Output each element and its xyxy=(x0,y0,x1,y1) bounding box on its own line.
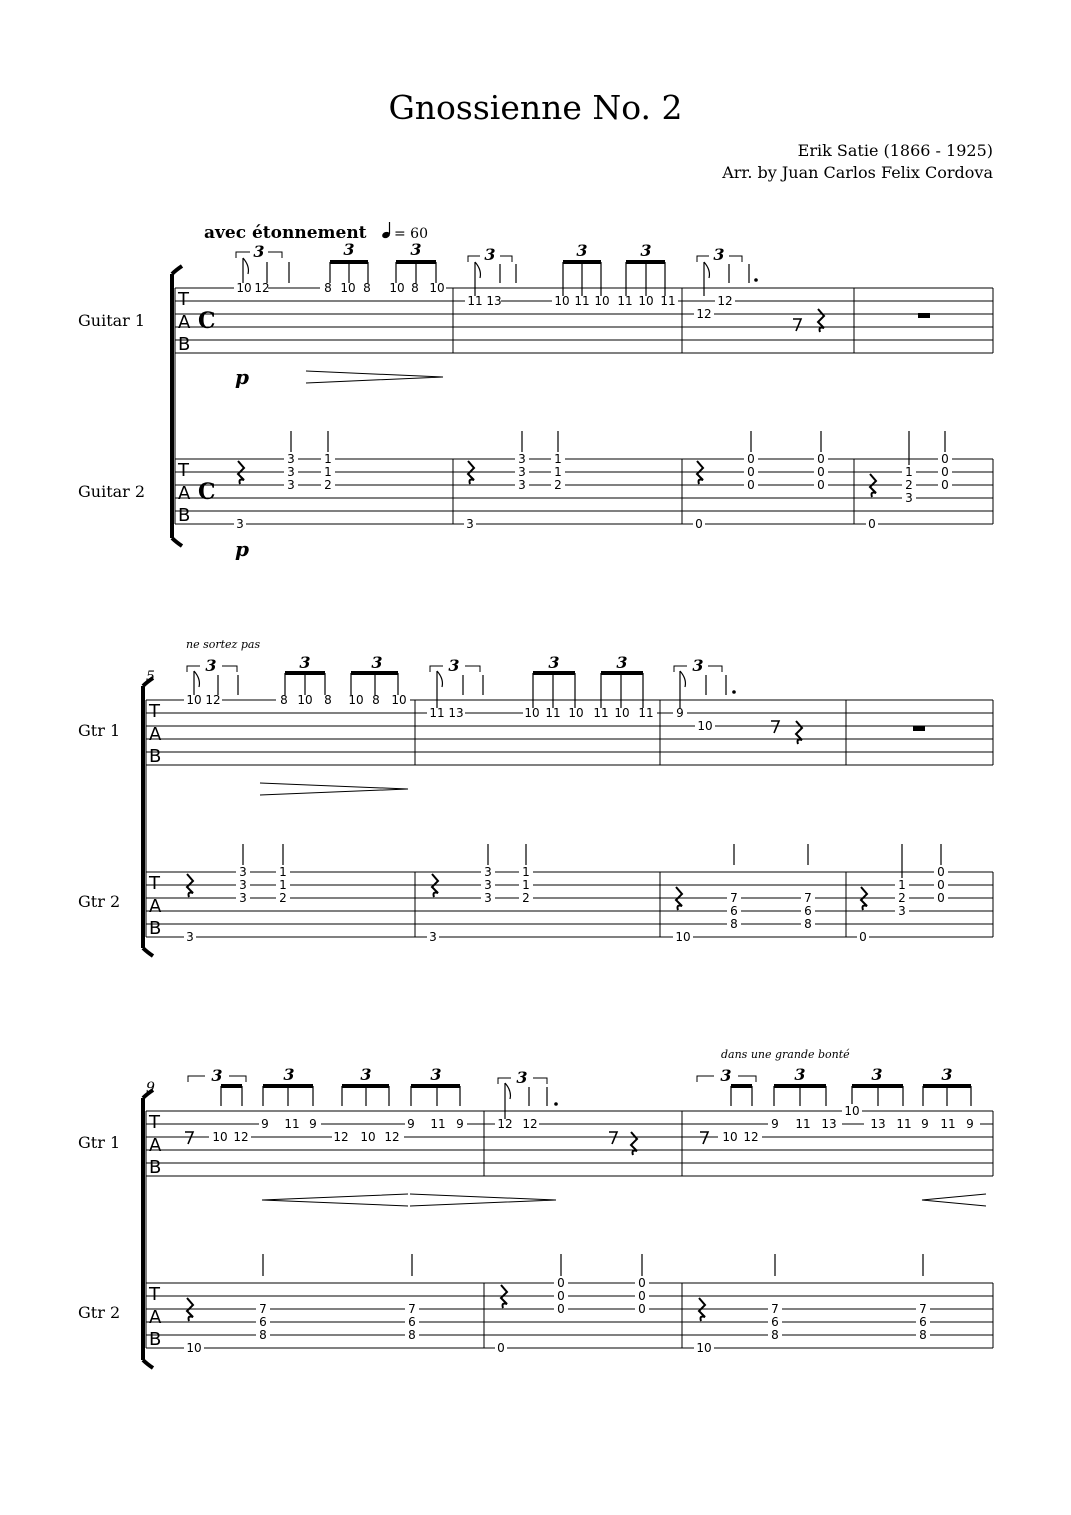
svg-text:3: 3 xyxy=(640,241,652,260)
beams-system2 xyxy=(285,671,643,675)
tab-note: 10 xyxy=(844,1104,860,1118)
instrument-name-guitar1-short: Gtr 1 xyxy=(78,1133,121,1152)
svg-text:3: 3 xyxy=(548,653,560,672)
svg-text:3: 3 xyxy=(484,245,496,264)
svg-text:3: 3 xyxy=(371,653,383,672)
tab-note: 12 xyxy=(333,1130,349,1144)
tab-note: 3 xyxy=(239,891,247,905)
tab-note: 10 xyxy=(348,693,364,707)
tab-note: 8 xyxy=(324,281,332,295)
tab-note: 0 xyxy=(937,878,945,892)
dynamic-piano-guitar2: p xyxy=(235,537,249,561)
svg-text:3: 3 xyxy=(299,653,311,672)
beams-m1 xyxy=(330,260,436,264)
tab-note: 1 xyxy=(554,465,562,479)
guitar1-stems-m2 xyxy=(475,262,665,296)
tab-note: 13 xyxy=(448,706,464,720)
tab-clef-guitar1 xyxy=(177,289,191,355)
tab-note: 10 xyxy=(186,1341,202,1355)
tab-note: 0 xyxy=(747,465,755,479)
svg-text:3: 3 xyxy=(410,240,422,259)
tab-note: 7 xyxy=(408,1302,416,1316)
decrescendo-hairpin xyxy=(410,1194,556,1206)
svg-text:T: T xyxy=(178,289,189,310)
tab-note: 11 xyxy=(593,706,609,720)
guitar2-stems-system1 xyxy=(291,431,945,465)
tab-note: 10 xyxy=(186,693,202,707)
tab-note: 9 xyxy=(966,1117,974,1131)
tab-note: 0 xyxy=(868,517,876,531)
measure-number: 9 xyxy=(146,1080,155,1096)
tab-note: 3 xyxy=(905,491,913,505)
tab-note: 13 xyxy=(870,1117,886,1131)
tuplet-number: 3 xyxy=(713,245,725,264)
tab-note: 8 xyxy=(372,693,380,707)
tuplet-numbers-m1 xyxy=(253,240,421,261)
tab-note: 3 xyxy=(484,878,492,892)
tab-note: 3 xyxy=(287,465,295,479)
tempo-marking: avec étonnement xyxy=(204,223,367,243)
tab-note: 7 xyxy=(919,1302,927,1316)
crescendo-hairpin xyxy=(922,1194,986,1206)
tab-note: 0 xyxy=(859,930,867,944)
guitar1-notes-m1 xyxy=(234,281,446,295)
page-title: Gnossienne No. 2 xyxy=(388,88,683,127)
svg-text:3: 3 xyxy=(343,240,355,259)
dot-icon xyxy=(732,690,736,694)
instrument-name-guitar1: Guitar 1 xyxy=(78,311,146,330)
tab-note: 7 xyxy=(771,1302,779,1316)
svg-text:3: 3 xyxy=(692,656,704,675)
tab-note: 8 xyxy=(411,281,419,295)
tab-note: 10 xyxy=(554,294,570,308)
tab-clef-guitar2 xyxy=(148,873,162,939)
svg-text:3: 3 xyxy=(283,1065,295,1084)
dot-icon xyxy=(754,278,758,282)
svg-text:3: 3 xyxy=(794,1065,806,1084)
tab-note: 2 xyxy=(898,891,906,905)
tempo-bpm: = 60 xyxy=(394,226,428,242)
svg-text:A: A xyxy=(149,1135,162,1156)
hairpins-system3 xyxy=(262,1194,986,1206)
svg-text:B: B xyxy=(149,746,162,767)
svg-text:B: B xyxy=(178,505,191,526)
system-2 xyxy=(78,638,993,956)
beams-m2 xyxy=(563,260,665,264)
tab-note: 10 xyxy=(429,281,445,295)
tab-note: 0 xyxy=(941,452,949,466)
svg-text:T: T xyxy=(178,460,189,481)
tab-note: 7 xyxy=(804,891,812,905)
tab-note: 6 xyxy=(408,1315,416,1329)
tab-note: 0 xyxy=(557,1302,565,1316)
instrument-name-guitar2-short: Gtr 2 xyxy=(78,892,121,911)
tab-note: 0 xyxy=(817,478,825,492)
svg-text:B: B xyxy=(149,918,162,939)
tab-note: 0 xyxy=(497,1341,505,1355)
decrescendo-hairpin xyxy=(306,371,443,383)
tab-note: 10 xyxy=(340,281,356,295)
tab-note: 0 xyxy=(747,478,755,492)
quarter-rest-icon xyxy=(631,1132,637,1155)
tab-note: 3 xyxy=(518,465,526,479)
tab-note: 12 xyxy=(717,294,733,308)
tab-note: 13 xyxy=(821,1117,837,1131)
quarter-note-icon xyxy=(381,222,391,239)
arranger-credit: Arr. by Juan Carlos Felix Cordova xyxy=(722,163,993,182)
tab-note: 1 xyxy=(522,878,530,892)
tab-note: 12 xyxy=(205,693,221,707)
tab-note: 8 xyxy=(324,693,332,707)
crescendo-hairpin xyxy=(262,1194,408,1206)
tab-note: 6 xyxy=(804,904,812,918)
tab-note: 10 xyxy=(568,706,584,720)
tab-note: 12 xyxy=(497,1117,513,1131)
guitar1-stems-system2 xyxy=(194,671,726,708)
tuplet-brackets-system3 xyxy=(188,1076,756,1084)
composer-credit: Erik Satie (1866 - 1925) xyxy=(797,141,993,160)
tab-clef-guitar2 xyxy=(148,1284,162,1350)
tab-note: 2 xyxy=(324,478,332,492)
guitar1-notes-m2 xyxy=(465,294,678,308)
tab-note: 10 xyxy=(722,1130,738,1144)
tab-note: 12 xyxy=(696,307,712,321)
tab-note: 11 xyxy=(467,294,483,308)
tab-note: 0 xyxy=(937,865,945,879)
tab-note: 3 xyxy=(239,865,247,879)
guitar2-stems-system2 xyxy=(243,844,941,878)
tab-note: 2 xyxy=(905,478,913,492)
tab-note: 6 xyxy=(919,1315,927,1329)
tab-note: 10 xyxy=(696,1341,712,1355)
expression-text: ne sortez pas xyxy=(186,638,261,651)
svg-text:3: 3 xyxy=(448,656,460,675)
tab-note: 7 xyxy=(259,1302,267,1316)
tab-note: 11 xyxy=(617,294,633,308)
tab-note: 12 xyxy=(233,1130,249,1144)
tab-note: 8 xyxy=(363,281,371,295)
tab-note: 0 xyxy=(557,1276,565,1290)
tab-note: 3 xyxy=(518,478,526,492)
guitar1-notes-m3 xyxy=(694,294,735,321)
tab-note: 8 xyxy=(919,1328,927,1342)
tab-note: 11 xyxy=(660,294,676,308)
tab-note: 13 xyxy=(486,294,502,308)
tab-note: 10 xyxy=(391,693,407,707)
tab-note: 10 xyxy=(675,930,691,944)
tab-note: 3 xyxy=(287,478,295,492)
measure-number: 5 xyxy=(146,669,155,685)
svg-text:3: 3 xyxy=(211,1066,223,1085)
tab-note: 6 xyxy=(730,904,738,918)
tab-note: 7 xyxy=(730,891,738,905)
tab-note: 11 xyxy=(795,1117,811,1131)
tab-note: 8 xyxy=(730,917,738,931)
guitar2-notes-system2 xyxy=(184,865,948,944)
tab-clef-guitar1 xyxy=(148,1112,162,1178)
svg-text:T: T xyxy=(149,701,160,722)
guitar2-notes-system1 xyxy=(234,452,952,531)
guitar2-stems-system3 xyxy=(263,1254,923,1276)
guitar1-stems-m3 xyxy=(704,262,749,296)
tab-note: 1 xyxy=(898,878,906,892)
tab-note: 3 xyxy=(898,904,906,918)
svg-text:3: 3 xyxy=(516,1068,528,1087)
tab-note: 3 xyxy=(484,865,492,879)
tab-note: 11 xyxy=(940,1117,956,1131)
tab-note: 11 xyxy=(896,1117,912,1131)
tab-note: 8 xyxy=(259,1328,267,1342)
svg-text:3: 3 xyxy=(941,1065,953,1084)
instrument-name-guitar2-short: Gtr 2 xyxy=(78,1303,121,1322)
tab-clef-guitar2 xyxy=(177,460,191,526)
svg-text:3: 3 xyxy=(720,1066,732,1085)
instrument-name-guitar2: Guitar 2 xyxy=(78,482,146,501)
tab-note: 12 xyxy=(743,1130,759,1144)
tab-note: 0 xyxy=(817,452,825,466)
svg-text:T: T xyxy=(149,1112,160,1133)
svg-text:T: T xyxy=(149,873,160,894)
svg-text:A: A xyxy=(149,896,162,917)
tab-note: 11 xyxy=(284,1117,300,1131)
eighth-rest-icon xyxy=(793,319,801,331)
tab-note: 1 xyxy=(324,452,332,466)
tab-note: 11 xyxy=(574,294,590,308)
system-3 xyxy=(78,1048,993,1368)
eighth-rest-icon xyxy=(700,1132,708,1144)
tab-note: 3 xyxy=(429,930,437,944)
tab-note: 2 xyxy=(279,891,287,905)
svg-text:3: 3 xyxy=(360,1065,372,1084)
time-signature-guitar1: C xyxy=(198,308,216,334)
tab-note: 9 xyxy=(456,1117,464,1131)
tab-note: 1 xyxy=(279,878,287,892)
tab-note: 1 xyxy=(522,865,530,879)
tab-note: 9 xyxy=(771,1117,779,1131)
tab-note: 12 xyxy=(384,1130,400,1144)
tab-note: 0 xyxy=(941,478,949,492)
tab-note: 10 xyxy=(212,1130,228,1144)
tab-note: 8 xyxy=(408,1328,416,1342)
tab-note: 8 xyxy=(280,693,288,707)
svg-text:A: A xyxy=(178,312,191,333)
eighth-rest-icon xyxy=(771,721,779,733)
svg-text:A: A xyxy=(149,724,162,745)
eighth-rest-icon xyxy=(609,1132,617,1144)
tab-note: 12 xyxy=(254,281,270,295)
svg-text:3: 3 xyxy=(205,656,217,675)
tab-note: 1 xyxy=(324,465,332,479)
svg-text:3: 3 xyxy=(253,242,265,261)
tab-note: 3 xyxy=(518,452,526,466)
tab-note: 1 xyxy=(279,865,287,879)
beams-system3 xyxy=(221,1084,971,1088)
tab-note: 0 xyxy=(557,1289,565,1303)
svg-text:3: 3 xyxy=(430,1065,442,1084)
tab-note: 2 xyxy=(554,478,562,492)
tab-note: 0 xyxy=(817,465,825,479)
svg-text:B: B xyxy=(178,334,191,355)
tab-note: 11 xyxy=(429,706,445,720)
tab-note: 1 xyxy=(554,452,562,466)
svg-text:3: 3 xyxy=(576,241,588,260)
tab-note: 9 xyxy=(676,706,684,720)
tab-note: 10 xyxy=(524,706,540,720)
tab-note: 0 xyxy=(941,465,949,479)
guitar2-notes-system3 xyxy=(184,1276,930,1355)
system-1 xyxy=(78,222,993,561)
tab-note: 10 xyxy=(360,1130,376,1144)
whole-rest-icon xyxy=(918,313,930,318)
tab-note: 9 xyxy=(921,1117,929,1131)
tab-note: 10 xyxy=(594,294,610,308)
tab-note: 9 xyxy=(407,1117,415,1131)
tab-note: 9 xyxy=(309,1117,317,1131)
tab-note: 0 xyxy=(747,452,755,466)
tuplet-numbers-system3 xyxy=(211,1065,952,1087)
tab-note: 0 xyxy=(638,1276,646,1290)
svg-text:B: B xyxy=(149,1157,162,1178)
tab-note: 3 xyxy=(466,517,474,531)
dynamic-piano-guitar1: p xyxy=(235,365,249,389)
quarter-rest-icon xyxy=(796,721,802,744)
eighth-rest-icon xyxy=(185,1132,193,1144)
svg-text:T: T xyxy=(149,1284,160,1305)
tab-note: 11 xyxy=(638,706,654,720)
quarter-rest-icon xyxy=(818,309,824,332)
tab-note: 0 xyxy=(638,1289,646,1303)
time-signature-guitar2: C xyxy=(198,479,216,505)
tab-note: 3 xyxy=(236,517,244,531)
svg-text:3: 3 xyxy=(616,653,628,672)
instrument-name-guitar1-short: Gtr 1 xyxy=(78,721,121,740)
svg-text:A: A xyxy=(178,483,191,504)
expression-text: dans une grande bonté xyxy=(721,1048,850,1061)
staff-lines-guitar2 xyxy=(146,1283,993,1348)
tab-note: 6 xyxy=(259,1315,267,1329)
tab-note: 11 xyxy=(430,1117,446,1131)
tab-note: 10 xyxy=(297,693,313,707)
tab-note: 3 xyxy=(484,891,492,905)
tab-note: 10 xyxy=(638,294,654,308)
whole-rest-icon xyxy=(913,726,925,731)
dot-icon xyxy=(554,1102,558,1106)
tab-note: 9 xyxy=(261,1117,269,1131)
svg-text:B: B xyxy=(149,1329,162,1350)
tab-note: 8 xyxy=(771,1328,779,1342)
tab-note: 3 xyxy=(186,930,194,944)
tab-note: 10 xyxy=(389,281,405,295)
tab-note: 3 xyxy=(239,878,247,892)
tab-note: 12 xyxy=(522,1117,538,1131)
tab-note: 11 xyxy=(545,706,561,720)
tab-note: 0 xyxy=(695,517,703,531)
tab-note: 6 xyxy=(771,1315,779,1329)
tab-note: 0 xyxy=(937,891,945,905)
tab-note: 10 xyxy=(614,706,630,720)
tab-note: 1 xyxy=(905,465,913,479)
tab-clef-guitar1 xyxy=(148,701,162,767)
tab-note: 10 xyxy=(236,281,252,295)
tab-note: 8 xyxy=(804,917,812,931)
tab-note: 3 xyxy=(287,452,295,466)
tab-note: 10 xyxy=(697,719,713,733)
tab-note: 0 xyxy=(638,1302,646,1316)
decrescendo-hairpin xyxy=(260,783,408,795)
tab-note: 2 xyxy=(522,891,530,905)
svg-text:3: 3 xyxy=(871,1065,883,1084)
svg-text:A: A xyxy=(149,1307,162,1328)
